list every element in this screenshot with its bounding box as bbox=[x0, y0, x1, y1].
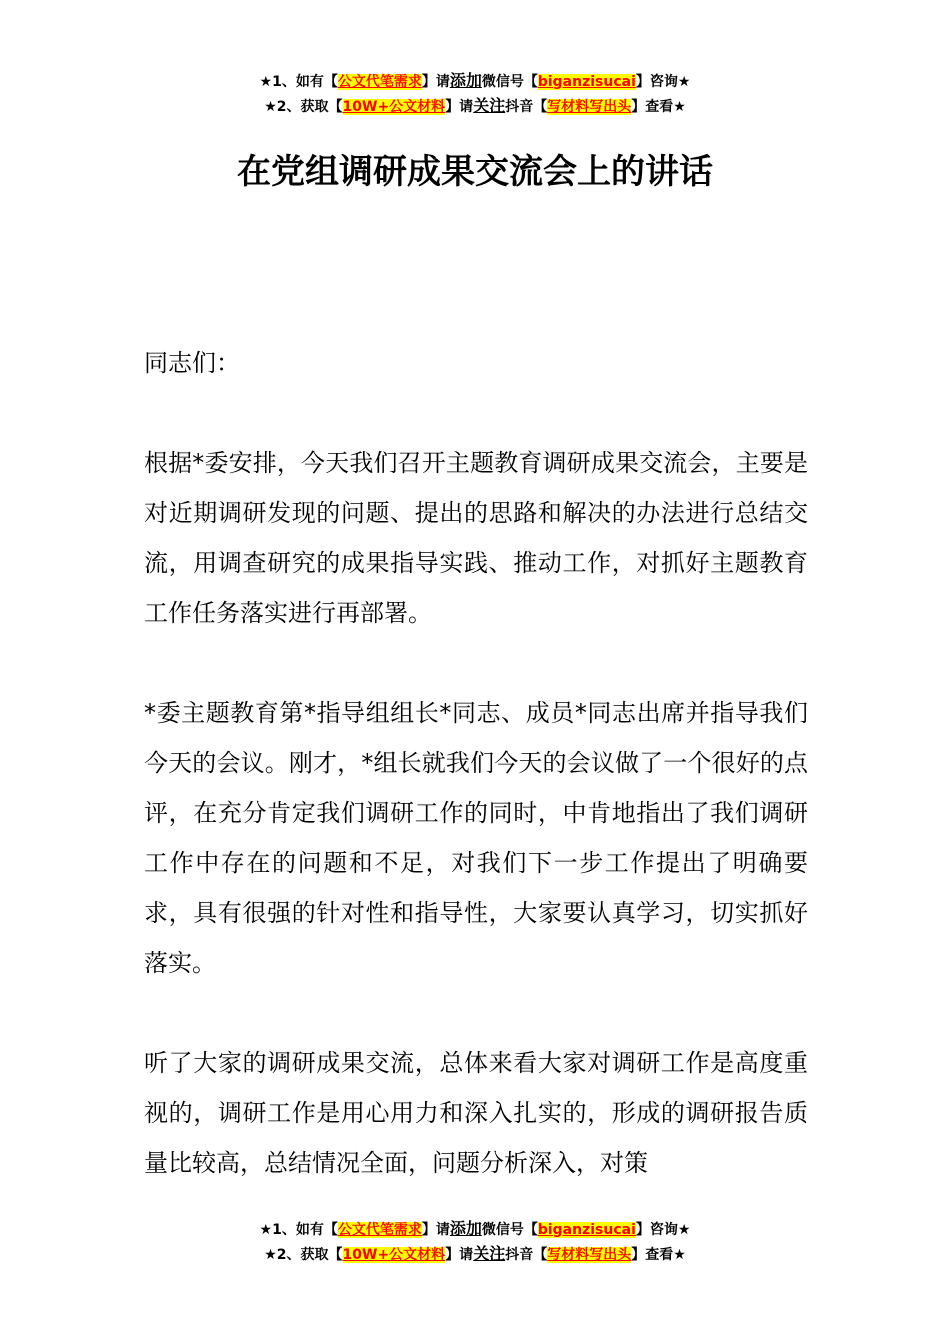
promo-highlight: 公文代笔需求 bbox=[337, 74, 422, 90]
promo-text: 】查看★ bbox=[631, 99, 686, 115]
promo-wechat-id: biganzisucai bbox=[537, 74, 636, 90]
footer-promo-banner bbox=[0, 1217, 950, 1267]
promo-emphasis: 添加 bbox=[449, 71, 482, 90]
promo-highlight: 10W+公文材料 bbox=[342, 1247, 446, 1263]
promo-text: 微信号【 bbox=[481, 74, 538, 90]
promo-text: ★1、如有【 bbox=[259, 74, 338, 90]
promo-text: 】请 bbox=[421, 74, 450, 90]
promo-text: 】查看★ bbox=[631, 1247, 686, 1263]
promo-text: 】请 bbox=[421, 1222, 450, 1238]
promo-emphasis: 添加 bbox=[449, 1219, 482, 1238]
document-title: 在党组调研成果交流会上的讲话 bbox=[237, 152, 713, 192]
document-body bbox=[144, 338, 808, 1188]
promo-line-2 bbox=[0, 94, 950, 119]
promo-wechat-id: biganzisucai bbox=[537, 1222, 636, 1238]
promo-text: ★2、获取【 bbox=[264, 99, 343, 115]
promo-emphasis: 关注 bbox=[473, 1244, 506, 1263]
promo-text: 】咨询★ bbox=[635, 1222, 691, 1238]
paragraph-3: 听了大家的调研成果交流，总体来看大家对调研工作是高度重视的，调研工作是用心用力和深入扎实的，形成的调研报告质量比较高，总结情况全面，问题分析深入，对策 bbox=[144, 1049, 808, 1177]
promo-line-2 bbox=[0, 1242, 950, 1267]
promo-douyin-name: 写材料写出头 bbox=[547, 99, 632, 115]
promo-highlight: 10W+公文材料 bbox=[342, 99, 446, 115]
promo-text: 】咨询★ bbox=[635, 74, 691, 90]
promo-text: 抖音【 bbox=[505, 99, 548, 115]
promo-douyin-name: 写材料写出头 bbox=[547, 1247, 632, 1263]
promo-line-1 bbox=[0, 1217, 950, 1242]
promo-highlight: 公文代笔需求 bbox=[337, 1222, 422, 1238]
promo-text: 抖音【 bbox=[505, 1247, 548, 1263]
paragraph-2: *委主题教育第*指导组组长*同志、成员*同志出席并指导我们今天的会议。刚才，*组长就我们今天的会议做了一个很好的点评，在充分肯定我们调研工作的同时，中肯地指出了我们调研工作中存在的问题和不足，对我们下一步工作提出了明确要求，具有很强的针对性和指导性，大家要认真学习，切实抓好落实。 bbox=[144, 699, 808, 977]
header-promo-banner bbox=[0, 69, 950, 119]
promo-emphasis: 关注 bbox=[473, 96, 506, 115]
paragraph-1: 根据*委安排，今天我们召开主题教育调研成果交流会，主要是对近期调研发现的问题、提出的思路和解决的办法进行总结交流，用调查研究的成果指导实践、推动工作，对抓好主题教育工作任务落实进行再部署。 bbox=[144, 449, 808, 627]
greeting: 同志们： bbox=[144, 349, 240, 377]
promo-text: ★2、获取【 bbox=[264, 1247, 343, 1263]
promo-text: 】请 bbox=[445, 1247, 474, 1263]
promo-line-1 bbox=[0, 69, 950, 94]
promo-text: 】请 bbox=[445, 99, 474, 115]
promo-text: 微信号【 bbox=[481, 1222, 538, 1238]
promo-text: ★1、如有【 bbox=[259, 1222, 338, 1238]
